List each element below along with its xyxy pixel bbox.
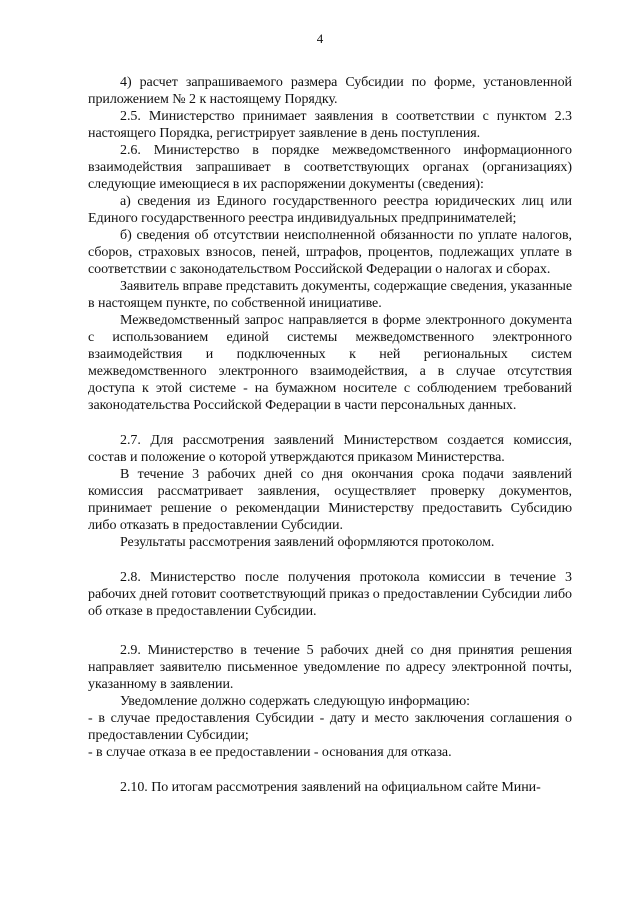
- paragraph-commission-review: В течение 3 рабочих дней со дня окончания срока подачи заявлений комиссия рассматривает заявления, осуществляет проверку документов, принимает решение о рекомендации Министерству предоставить Субсидию либо отказать в предоставлении Субсидии.: [88, 467, 572, 533]
- paragraph-2-5: 2.5. Министерство принимает заявления в соответствии с пунктом 2.3 настоящего Порядка, регистрирует заявление в день поступления.: [88, 109, 572, 141]
- paragraph-review-results: Результаты рассмотрения заявлений оформляются протоколом.: [120, 535, 495, 550]
- paragraph-2-8: 2.8. Министерство после получения протокола комиссии в течение 3 рабочих дней готовит соответствующий приказ о предоставлении Субсидии либо об отказе в предоставлении Субсидии.: [88, 570, 572, 619]
- paragraph-granted-case: - в случае предоставления Субсидии - дату и место заключения соглашения о предоставлении Субсидии;: [88, 711, 572, 743]
- paragraph-item-4-calculation: 4) расчет запрашиваемого размера Субсидии по форме, установленной приложением № 2 к настоящему Порядку.: [88, 75, 572, 107]
- page-number: 4: [316, 31, 324, 46]
- paragraph-2-9: 2.9. Министерство в течение 5 рабочих дней со дня принятия решения направляет заявителю письменное уведомление по адресу электронной почты, указанному в заявлении.: [88, 643, 572, 692]
- paragraph-notification-content: Уведомление должно содержать следующую информацию:: [120, 694, 470, 709]
- paragraph-2-7: 2.7. Для рассмотрения заявлений Министерством создается комиссия, состав и положение о которой утверждаются приказом Министерства.: [88, 433, 572, 465]
- paragraph-2-6-a: а) сведения из Единого государственного реестра юридических лиц или Единого государственного реестра индивидуальных предпринимателей;: [88, 194, 572, 226]
- paragraph-refusal-case: - в случае отказа в ее предоставлении - основания для отказа.: [88, 745, 452, 760]
- paragraph-2-6: 2.6. Министерство в порядке межведомственного информационного взаимодействия запрашивает в соответствующих органах (организациях) следующие имеющиеся в их распоряжении документы (сведения):: [88, 143, 572, 192]
- paragraph-interagency-request: Межведомственный запрос направляется в форме электронного документа с использованием единой системы межведомственного электронного взаимодействия и подключенных к ней региональных систем межведомственного электронного взаимодействия, а в случае отсутствия доступа к этой системе - на бумажном носителе с соблюдением требований законодательства Российской Федерации в части персональных данных.: [88, 313, 572, 413]
- document-body: [88, 74, 572, 796]
- paragraph-2-10: 2.10. По итогам рассмотрения заявлений на официальном сайте Мини-: [120, 780, 541, 795]
- paragraph-applicant-right: Заявитель вправе представить документы, содержащие сведения, указанные в настоящем пункте, по собственной инициативе.: [88, 279, 572, 311]
- paragraph-2-6-b: б) сведения об отсутствии неисполненной обязанности по уплате налогов, сборов, страховых взносов, пеней, штрафов, процентов, подлежащих уплате в соответствии с законодательством Российской Федерации о налогах и сборах.: [88, 228, 572, 277]
